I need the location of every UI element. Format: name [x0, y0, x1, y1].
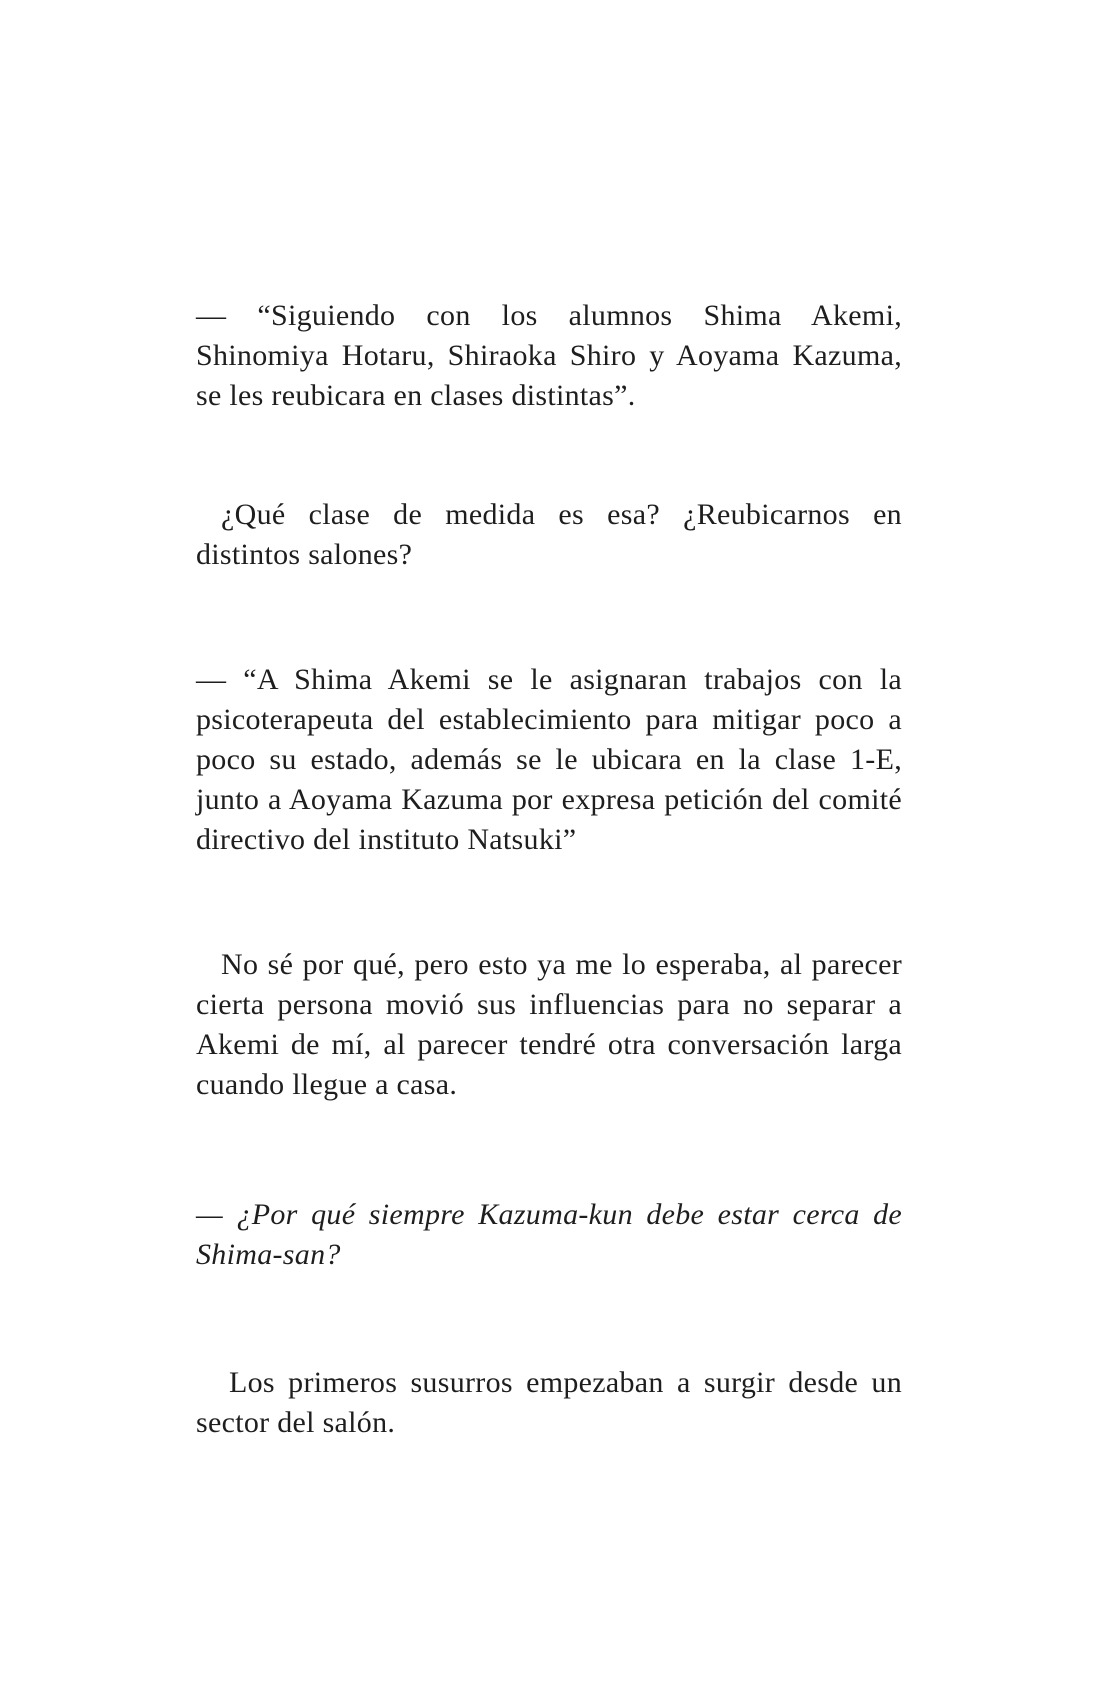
- paragraph-narrator-question: ¿Qué clase de medida es esa? ¿Reubicarnos en distintos salones?: [196, 498, 902, 571]
- paragraph-narrator-reflection: No sé por qué, pero esto ya me lo esperaba, al parecer cierta persona movió sus influencias para no separar a Akemi de mí, al parecer tendré otra conversación larga cuando llegue a casa.: [196, 948, 902, 1101]
- paragraph-announcement-akemi: — “A Shima Akemi se le asignaran trabajos con la psicoterapeuta del establecimiento para mitigar poco a poco su estado, además se le ubicara en la clase 1-E, junto a Aoyama Kazuma por expresa petición del comité directivo del instituto Natsuki”: [196, 663, 902, 856]
- paragraph-announcement-reassignment: — “Siguiendo con los alumnos Shima Akemi, Shinomiya Hotaru, Shiraoka Shiro y Aoyama Kazuma, se les reubicara en clases distintas”.: [196, 299, 902, 412]
- paragraph-whisper-dialogue: — ¿Por qué siempre Kazuma-kun debe estar cerca de Shima-san?: [196, 1198, 902, 1271]
- paragraph-whispers-begin: Los primeros susurros empezaban a surgir desde un sector del salón.: [196, 1366, 902, 1439]
